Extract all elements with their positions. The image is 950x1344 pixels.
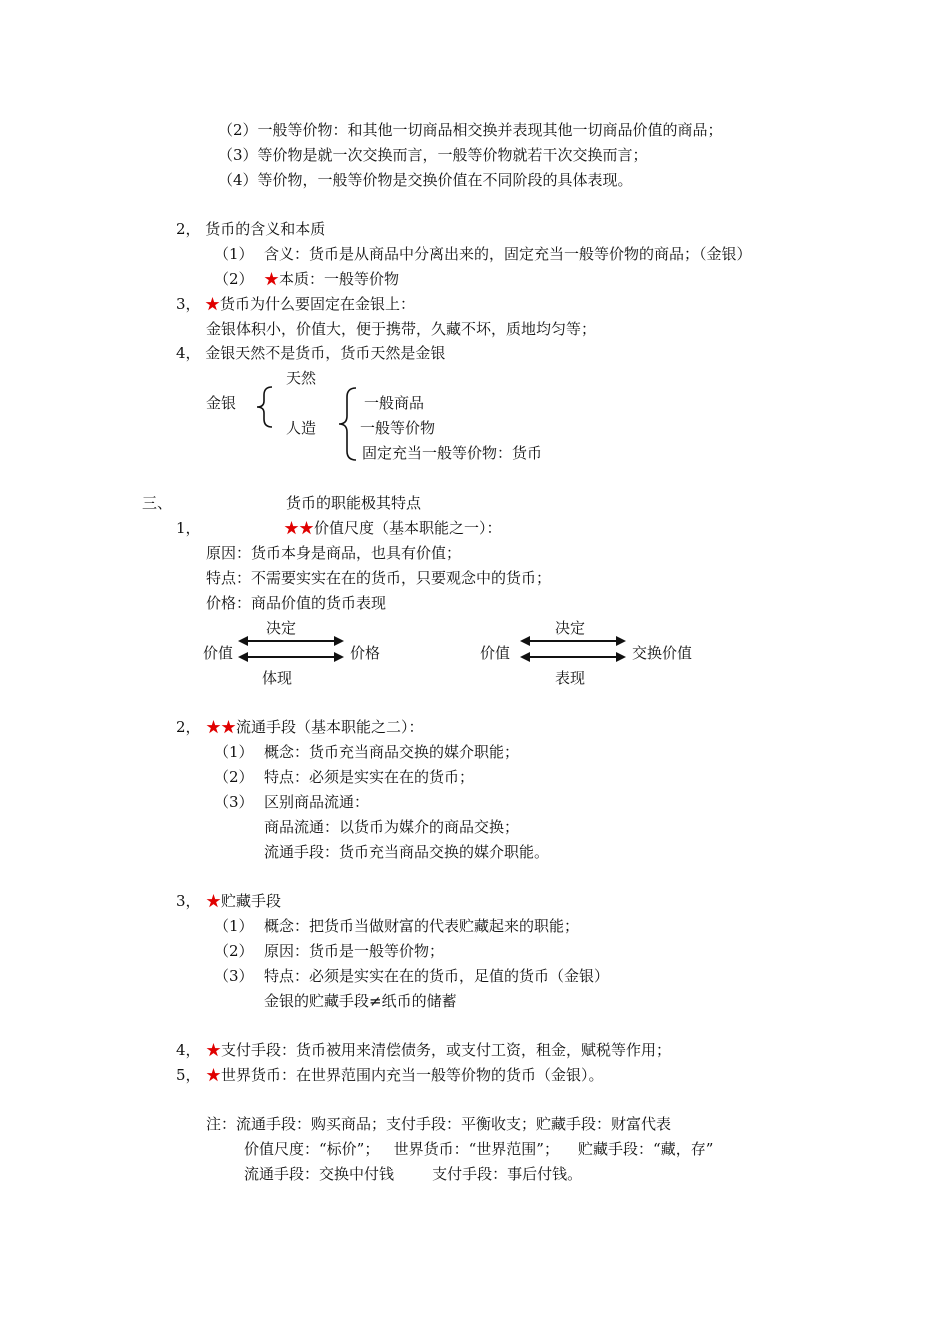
star-icon: ★ xyxy=(206,1041,222,1059)
note-line-1: 注：流通手段：购买商品；支付手段：平衡收支；贮藏手段：财富代表 xyxy=(206,1115,672,1133)
f3-item-2-text: 原因：货币是一般等价物； xyxy=(264,942,445,960)
d1-right-label: 价格 xyxy=(350,644,381,662)
d2-top-label: 决定 xyxy=(555,619,586,637)
d2-right-label: 交换价值 xyxy=(632,644,693,662)
stars-icon: ★★ xyxy=(206,718,237,736)
f1-feature: 特点：不需要实实在在的货币，只要观念中的货币； xyxy=(206,569,552,587)
d2-double-arrow-icon xyxy=(520,634,626,664)
section-4-heading: 4， 金银天然不是货币，货币天然是金银 xyxy=(176,344,446,362)
star-icon: ★ xyxy=(205,295,221,313)
f1-reason: 原因：货币本身是商品，也具有价值； xyxy=(206,544,462,562)
diagram-root: 金银 xyxy=(206,394,237,412)
f2-item-2-number: （2） xyxy=(214,768,254,786)
stars-icon: ★★ xyxy=(284,519,315,537)
f3-item-3-number: （3） xyxy=(214,967,254,985)
f2-heading xyxy=(206,718,424,736)
brace-2-icon xyxy=(336,386,362,462)
star-icon: ★ xyxy=(206,1066,222,1084)
f1-title: 价值尺度（基本职能之一）： xyxy=(314,519,502,537)
s3-detail: 金银体积小，价值大，便于携带，久藏不坏，质地均匀等； xyxy=(206,320,597,338)
f2-item-3-number: （3） xyxy=(214,793,254,811)
f3-item-1-number: （1） xyxy=(214,917,254,935)
f2-item-1-number: （1） xyxy=(214,743,254,761)
f2-number: 2， xyxy=(176,718,201,736)
diagram-branch-1: 一般商品 xyxy=(364,394,425,412)
f3-number: 3， xyxy=(176,892,201,910)
s2-item-2-number: （2） xyxy=(214,270,254,288)
f3-item-1-text: 概念：把货币当做财富的代表贮藏起来的职能； xyxy=(264,917,580,935)
note-line-2: 价值尺度：“标价”； 世界货币：“世界范围”； 贮藏手段：“藏，存” xyxy=(244,1140,714,1158)
f2-item-2-text: 特点：必须是实实在在的货币； xyxy=(264,768,475,786)
f4-line xyxy=(206,1041,671,1059)
s3-number: 3， xyxy=(176,295,201,313)
diagram-branch-2: 一般等价物 xyxy=(360,419,436,437)
d1-top-label: 决定 xyxy=(266,619,297,637)
diagram-branch-3: 固定充当一般等价物：货币 xyxy=(362,444,543,462)
f3-heading xyxy=(206,892,281,910)
f3-title: 贮藏手段 xyxy=(221,892,282,910)
section-3-title: 货币的职能极其特点 xyxy=(286,494,422,512)
star-icon: ★ xyxy=(206,892,222,910)
s2-item-2-text: 本质：一般等价物 xyxy=(279,270,400,288)
note-line-3: 流通手段：交换中付钱 支付手段：事后付钱。 xyxy=(244,1165,583,1183)
s2-item-1-text: 含义：货币是从商品中分离出来的，固定充当一般等价物的商品；（金银） xyxy=(264,245,752,263)
f1-heading xyxy=(284,519,502,537)
d2-bottom-label: 表现 xyxy=(555,669,586,687)
brace-1-icon xyxy=(254,385,278,429)
diagram-artificial: 人造 xyxy=(286,419,317,437)
f2-sub-2: 流通手段：货币充当商品交换的媒介职能。 xyxy=(264,843,550,861)
d2-left-label: 价值 xyxy=(480,644,511,662)
intro-line-3: （3）等价物是就一次交换而言，一般等价物就若干次交换而言； xyxy=(218,146,648,164)
f5-line xyxy=(206,1066,604,1084)
star-icon: ★ xyxy=(264,270,280,288)
section-2-heading: 2， 货币的含义和本质 xyxy=(176,220,326,238)
f2-item-1-text: 概念：货币充当商品交换的媒介职能； xyxy=(264,743,520,761)
d1-bottom-label: 体现 xyxy=(262,669,293,687)
s2-item-1-number: （1） xyxy=(214,245,254,263)
s2-item-2 xyxy=(264,270,399,288)
s3-heading xyxy=(205,295,415,313)
d1-left-label: 价值 xyxy=(203,644,234,662)
f2-sub-1: 商品流通：以货币为媒介的商品交换； xyxy=(264,818,520,836)
f4-number: 4， xyxy=(176,1041,201,1059)
section-3-number: 三、 xyxy=(142,494,173,512)
f5-text: 世界货币：在世界范围内充当一般等价物的货币（金银）。 xyxy=(221,1066,604,1084)
s3-heading-text: 货币为什么要固定在金银上： xyxy=(220,295,416,313)
intro-line-4: （4）等价物，一般等价物是交换价值在不同阶段的具体表现。 xyxy=(218,171,633,189)
f3-item-2-number: （2） xyxy=(214,942,254,960)
intro-line-2: （2）一般等价物：和其他一切商品相交换并表现其他一切商品价值的商品； xyxy=(218,121,723,139)
f3-item-3-text: 特点：必须是实实在在的货币，足值的货币（金银） xyxy=(264,967,610,985)
f4-text: 支付手段：货币被用来清偿债务，或支付工资，租金，赋税等作用； xyxy=(221,1041,672,1059)
d1-double-arrow-icon xyxy=(238,634,344,664)
f5-number: 5， xyxy=(176,1066,201,1084)
f2-title: 流通手段（基本职能之二）： xyxy=(236,718,424,736)
f1-number: 1， xyxy=(176,519,201,537)
f1-price: 价格：商品价值的货币表现 xyxy=(206,594,387,612)
f2-item-3-text: 区别商品流通： xyxy=(264,793,370,811)
f3-sub: 金银的贮藏手段≠纸币的储蓄 xyxy=(264,992,457,1010)
diagram-natural: 天然 xyxy=(286,369,317,387)
